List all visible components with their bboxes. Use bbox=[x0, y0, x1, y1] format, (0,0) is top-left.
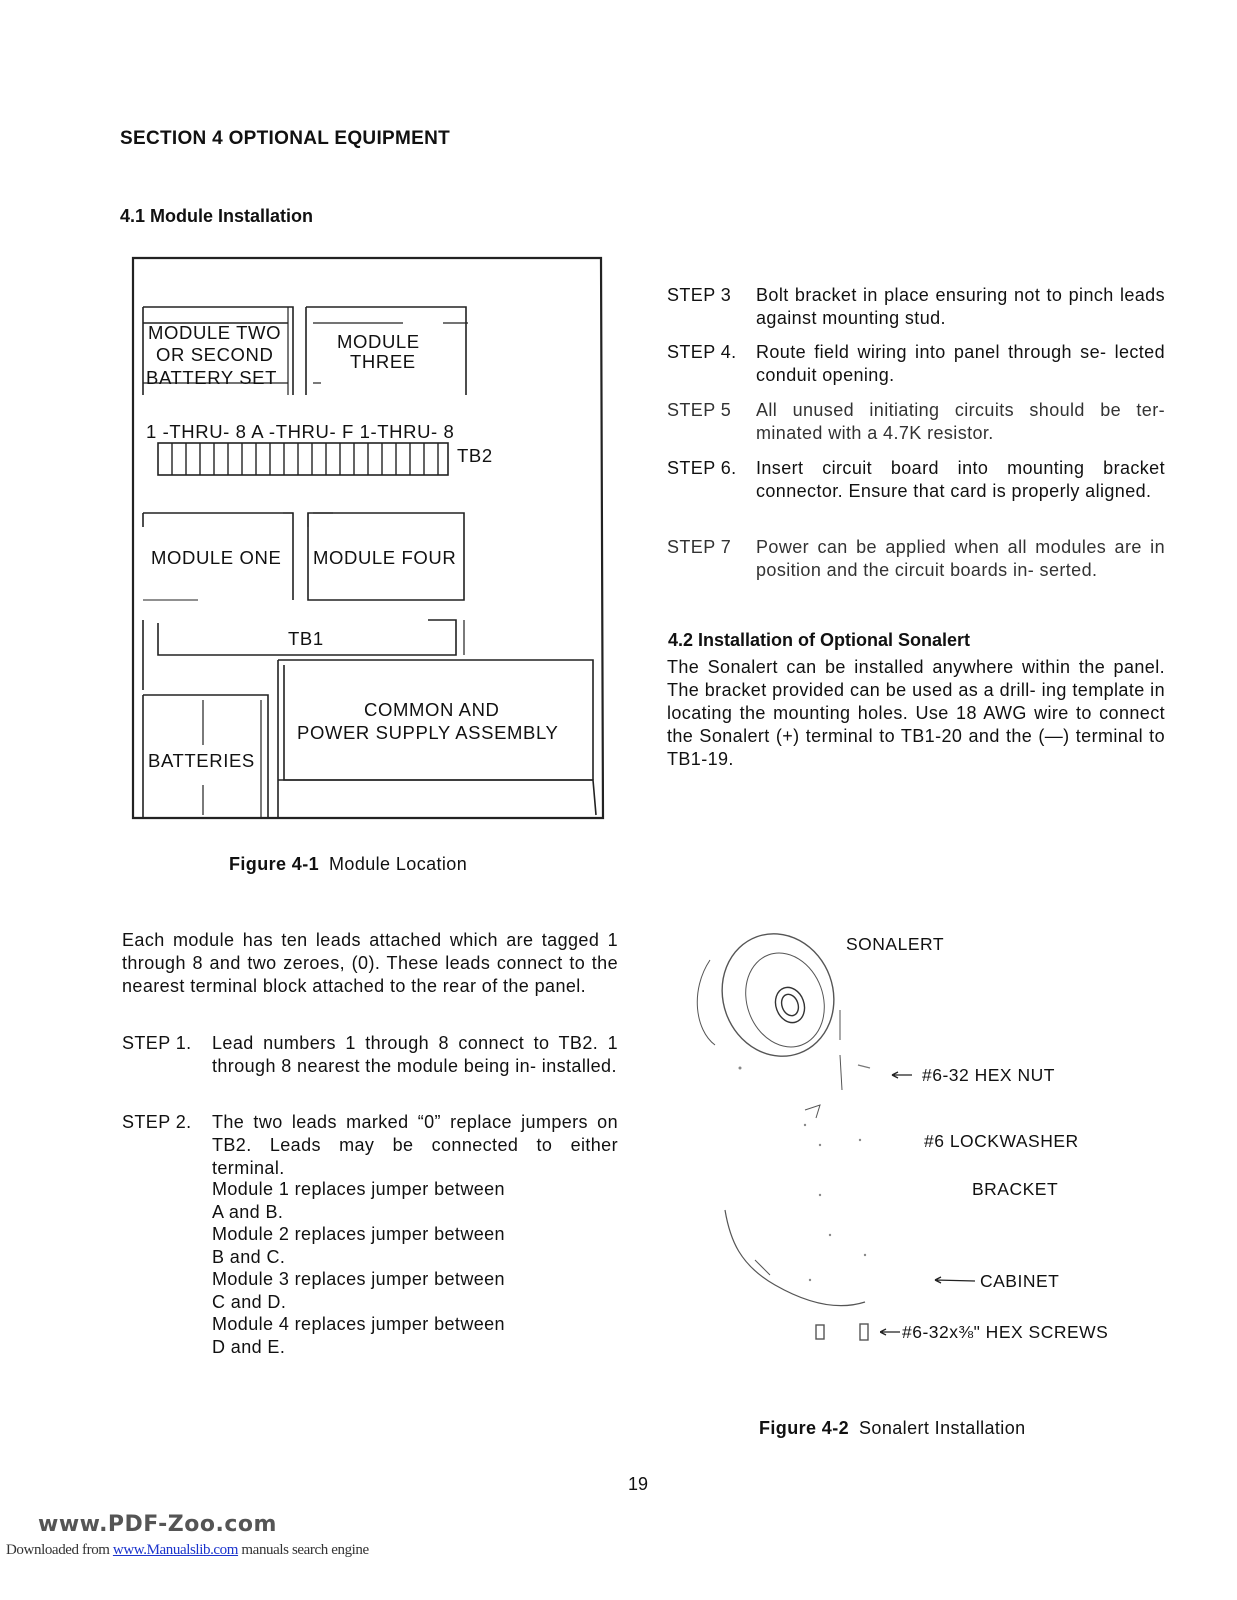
fig2-label-hex-screws: #6-32x⅜" HEX SCREWS bbox=[902, 1322, 1109, 1342]
step-6-label: STEP 6. bbox=[667, 458, 737, 478]
module-3-jumper-pair: C and D. bbox=[212, 1291, 287, 1312]
figure-4-1-caption-label: Figure 4-1 bbox=[229, 854, 320, 874]
step-4-text: Route field wiring into panel through se- lected conduit opening. bbox=[756, 342, 1165, 385]
step-6-text: Insert circuit board into mounting bracket connector. Ensure that card is properly aligned. bbox=[756, 458, 1165, 501]
module-1-jumper-pair: A and B. bbox=[212, 1201, 284, 1222]
step-1-label: STEP 1. bbox=[122, 1033, 192, 1053]
module-2-jumper: Module 2 replaces jumper between bbox=[212, 1224, 505, 1244]
step-7-label: STEP 7 bbox=[667, 537, 732, 557]
module-jumper-list bbox=[212, 1178, 505, 1358]
figure-4-2-caption-label: Figure 4-2 bbox=[759, 1418, 850, 1438]
section-title: SECTION 4 OPTIONAL EQUIPMENT bbox=[120, 128, 451, 149]
step-7 bbox=[667, 536, 1165, 606]
step-4-label: STEP 4. bbox=[667, 342, 737, 362]
footer-download-line bbox=[6, 1542, 369, 1559]
step-4 bbox=[667, 341, 1165, 389]
step-5-label: STEP 5 bbox=[667, 400, 732, 420]
fig2-label-hex-nut: #6-32 HEX NUT bbox=[922, 1065, 1055, 1085]
fig1-label-tb2-ranges: 1 -THRU- 8 A -THRU- F 1-THRU- 8 bbox=[146, 421, 455, 442]
fig1-label-module-two: MODULE TWO bbox=[148, 322, 282, 343]
step-7-text: Power can be applied when all modules are in position and the circuit boards in- serted. bbox=[756, 537, 1165, 580]
leader-lines bbox=[880, 1060, 990, 1350]
module-4-jumper: Module 4 replaces jumper between bbox=[212, 1314, 505, 1334]
figure-4-1-caption-text: Module Location bbox=[329, 854, 468, 874]
step-1-text: Lead numbers 1 through 8 connect to TB2. 1 through 8 nearest the module being in- installed. bbox=[212, 1033, 618, 1076]
intro-paragraph: Each module has ten leads attached which are tagged 1 through 8 and two zeroes, (0). These leads connect to the nearest terminal block attached to the rear of the panel. bbox=[122, 930, 618, 996]
footer-suffix: manuals search engine bbox=[238, 1542, 369, 1558]
step-5-text: All unused initiating circuits should be ter- minated with a 4.7K resistor. bbox=[756, 400, 1165, 443]
step-3-text: Bolt bracket in place ensuring not to pinch leads against mounting stud. bbox=[756, 285, 1165, 328]
figure-4-2-caption-text: Sonalert Installation bbox=[859, 1418, 1026, 1438]
manualslib-link[interactable]: www.Manualslib.com bbox=[112, 1542, 239, 1558]
module-location-diagram bbox=[128, 255, 608, 820]
footer-prefix: Downloaded from bbox=[6, 1542, 113, 1558]
fig1-label-tb1: TB1 bbox=[288, 628, 324, 649]
fig1-label-power-supply: POWER SUPPLY ASSEMBLY bbox=[297, 722, 559, 743]
step-3-label: STEP 3 bbox=[667, 285, 732, 305]
step-6 bbox=[667, 457, 1165, 527]
fig2-label-sonalert: SONALERT bbox=[846, 934, 945, 954]
module-3-jumper: Module 3 replaces jumper between bbox=[212, 1269, 505, 1289]
step-2 bbox=[122, 1111, 618, 1181]
fig1-label-module-three-2: THREE bbox=[350, 351, 416, 372]
fig1-label-module-four: MODULE FOUR bbox=[313, 547, 457, 568]
step-1 bbox=[122, 1032, 618, 1102]
fig1-label-tb2: TB2 bbox=[457, 445, 493, 466]
step-2-label: STEP 2. bbox=[122, 1112, 192, 1132]
step-3 bbox=[667, 284, 1165, 332]
fig1-label-module-three-1: MODULE bbox=[337, 331, 420, 352]
fig1-label-module-one: MODULE ONE bbox=[151, 547, 282, 568]
fig1-label-common: COMMON AND bbox=[364, 699, 500, 720]
module-4-jumper-pair: D and E. bbox=[212, 1336, 286, 1357]
subsection-title-module-installation: 4.1 Module Installation bbox=[120, 206, 314, 226]
figure-4-1-caption bbox=[229, 854, 467, 875]
step-5 bbox=[667, 399, 1165, 447]
fig1-label-or-second: OR SECOND bbox=[156, 344, 274, 365]
fig1-label-batteries: BATTERIES bbox=[148, 750, 255, 771]
footer-brand: www.PDF-Zoo.com bbox=[38, 1512, 277, 1537]
fig2-label-cabinet: CABINET bbox=[980, 1271, 1060, 1291]
step-2-text: The two leads marked “0” replace jumpers on TB2. Leads may be connected to either terminal. bbox=[212, 1112, 618, 1178]
sonalert-paragraph: The Sonalert can be installed anywhere within the panel. The bracket provided can be used as a drill- ing template in locating the mounting holes. Use 18 AWG wire to connect the Sonalert (+) terminal to TB1-20 and the (—) terminal to TB1-19. bbox=[667, 657, 1165, 769]
fig2-label-bracket: BRACKET bbox=[972, 1179, 1059, 1199]
module-2-jumper-pair: B and C. bbox=[212, 1246, 286, 1267]
figure-4-2-caption bbox=[759, 1418, 1026, 1439]
subsection-title-sonalert: 4.2 Installation of Optional Sonalert bbox=[668, 630, 971, 650]
sonalert-exploded-drawing bbox=[680, 920, 880, 1360]
page-number: 19 bbox=[628, 1474, 649, 1494]
fig2-label-lockwasher: #6 LOCKWASHER bbox=[924, 1131, 1079, 1151]
module-1-jumper: Module 1 replaces jumper between bbox=[212, 1179, 505, 1199]
fig1-label-battery-set: BATTERY SET bbox=[146, 367, 277, 388]
